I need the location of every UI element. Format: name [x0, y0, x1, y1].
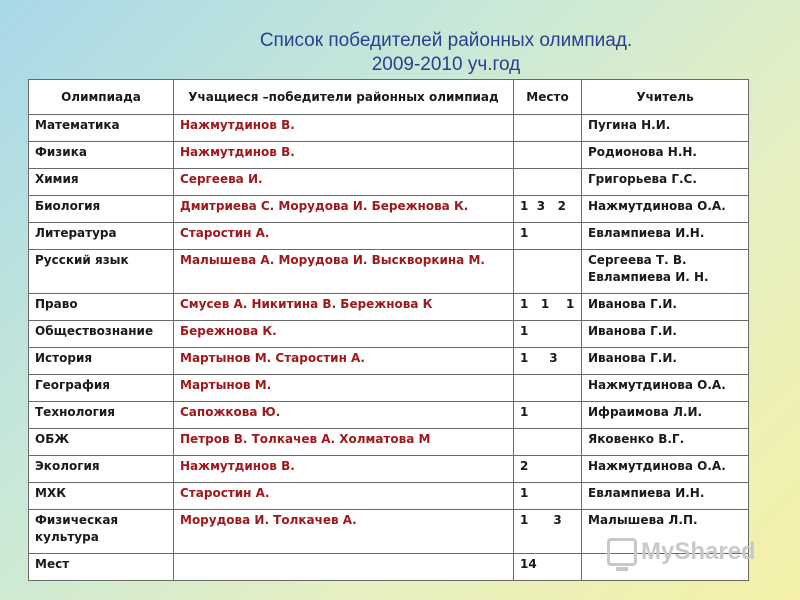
subject-cell: ОБЖ: [29, 429, 174, 456]
table-row: [29, 375, 749, 402]
place-cell: [514, 250, 582, 294]
table-row: [29, 348, 749, 375]
students-cell: Петров В. Толкачев А. Холматова М: [174, 429, 514, 456]
teacher-cell: Родионова Н.Н.: [582, 142, 749, 169]
subject-cell: Обществознание: [29, 321, 174, 348]
place-cell: 1 1 1: [514, 294, 582, 321]
teacher-cell: Иванова Г.И.: [582, 348, 749, 375]
place-cell: 1: [514, 321, 582, 348]
table-row: [29, 169, 749, 196]
place-cell: 1: [514, 223, 582, 250]
place-cell: 1 3: [514, 348, 582, 375]
subject-cell: МХК: [29, 483, 174, 510]
place-cell: [514, 142, 582, 169]
students-cell: Сергеева И.: [174, 169, 514, 196]
students-cell: Бережнова К.: [174, 321, 514, 348]
students-cell: Мартынов М.: [174, 375, 514, 402]
students-cell: Старостин А.: [174, 483, 514, 510]
table-row: [29, 429, 749, 456]
table-row: [29, 142, 749, 169]
table-row: [29, 402, 749, 429]
watermark-logo: [607, 538, 756, 566]
students-cell: Мартынов М. Старостин А.: [174, 348, 514, 375]
header-olympiad: Олимпиада: [29, 80, 174, 115]
students-cell: Малышева А. Морудова И. Выскворкина М.: [174, 250, 514, 294]
subject-cell: Биология: [29, 196, 174, 223]
header-place: Место: [514, 80, 582, 115]
subject-cell: Физика: [29, 142, 174, 169]
table-row: [29, 456, 749, 483]
teacher-cell: Пугина Н.И.: [582, 115, 749, 142]
subject-cell: История: [29, 348, 174, 375]
teacher-cell: Ифраимова Л.И.: [582, 402, 749, 429]
place-cell: 1 3: [514, 510, 582, 554]
place-cell: 1 3 2: [514, 196, 582, 223]
students-cell: Нажмутдинов В.: [174, 456, 514, 483]
place-cell: 1: [514, 402, 582, 429]
table-row: [29, 196, 749, 223]
subject-cell: Химия: [29, 169, 174, 196]
page-subtitle: 2009-2010 уч.год: [371, 54, 521, 75]
table-row: [29, 294, 749, 321]
table-row: [29, 223, 749, 250]
header-students: Учащиеся –победители районных олимпиад: [174, 80, 514, 115]
place-cell: [514, 429, 582, 456]
place-cell: [514, 375, 582, 402]
subject-cell: География: [29, 375, 174, 402]
place-cell: 1: [514, 483, 582, 510]
teacher-cell: Нажмутдинова О.А.: [582, 196, 749, 223]
table-row: [29, 321, 749, 348]
students-cell: Сапожкова Ю.: [174, 402, 514, 429]
total-value: 14: [514, 554, 582, 581]
teacher-cell: Нажмутдинова О.А.: [582, 375, 749, 402]
subject-cell: Русский язык: [29, 250, 174, 294]
teacher-cell: Яковенко В.Г.: [582, 429, 749, 456]
place-cell: [514, 115, 582, 142]
subject-cell: Право: [29, 294, 174, 321]
students-cell: Нажмутдинов В.: [174, 115, 514, 142]
watermark-text: MyShared: [641, 538, 756, 565]
students-cell: Смусев А. Никитина В. Бережнова К: [174, 294, 514, 321]
teacher-cell: Сергеева Т. В. Евлампиева И. Н.: [582, 250, 749, 294]
students-cell: Дмитриева С. Морудова И. Бережнова К.: [174, 196, 514, 223]
total-empty-cell: [174, 554, 514, 581]
teacher-cell: Нажмутдинова О.А.: [582, 456, 749, 483]
table-row: [29, 483, 749, 510]
teacher-cell: Григорьева Г.С.: [582, 169, 749, 196]
table-row: [29, 250, 749, 294]
presentation-icon: [607, 538, 637, 566]
teacher-cell: Евлампиева И.Н.: [582, 223, 749, 250]
winners-table: [28, 79, 749, 581]
teacher-cell: Малышева Л.П.: [582, 510, 749, 554]
table-row: [29, 115, 749, 142]
students-cell: Старостин А.: [174, 223, 514, 250]
students-cell: Нажмутдинов В.: [174, 142, 514, 169]
subject-cell: Экология: [29, 456, 174, 483]
subject-cell: Технология: [29, 402, 174, 429]
teacher-cell: Евлампиева И.Н.: [582, 483, 749, 510]
students-cell: Морудова И. Толкачев А.: [174, 510, 514, 554]
subject-cell: Математика: [29, 115, 174, 142]
place-cell: [514, 169, 582, 196]
page-title: Список победителей районных олимпиад.: [259, 30, 633, 51]
header-teacher: Учитель: [582, 80, 749, 115]
total-label: Мест: [29, 554, 174, 581]
teacher-cell: Иванова Г.И.: [582, 321, 749, 348]
subject-cell: Литература: [29, 223, 174, 250]
teacher-cell: Иванова Г.И.: [582, 294, 749, 321]
table-header-row: [29, 80, 749, 115]
place-cell: 2: [514, 456, 582, 483]
subject-cell: Физическая культура: [29, 510, 174, 554]
